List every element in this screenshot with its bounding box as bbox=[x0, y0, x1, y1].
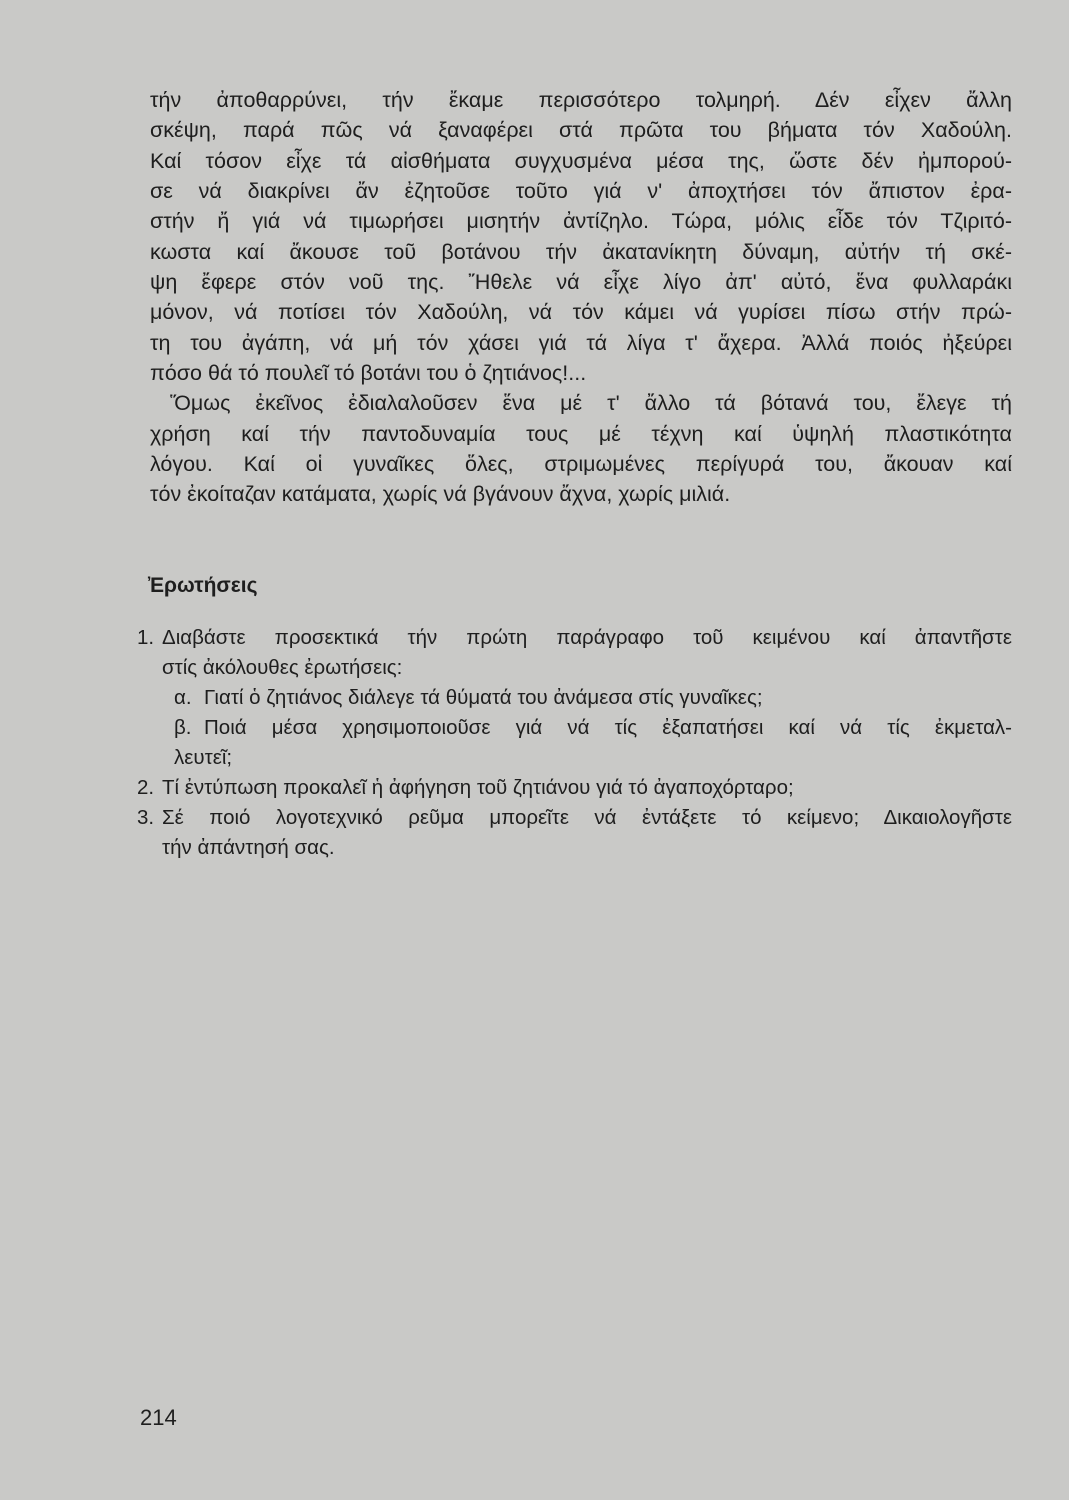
text-line: στήν ἤ γιά νά τιμωρήσει μισητήν ἀντίζηλο. Τώρα, μόλις εἶδε τόν Τζιριτό- bbox=[150, 209, 1012, 233]
question-number: 2. bbox=[137, 776, 155, 799]
question-text: Σέ ποιό λογοτεχνικό ρεῦμα μπορεῖτε νά ἐντάξετε τό κείμενο; Δικαιολογῆστε bbox=[162, 806, 1012, 829]
subquestion-number: α. bbox=[174, 686, 192, 709]
text-line: χρήση καί τήν παντοδυναμία τους μέ τέχνη καί ὑψηλή πλαστικότητα bbox=[150, 422, 1012, 446]
text-line: Ὅμως ἐκεῖνος ἐδιαλαλοῦσεν ἕνα μέ τ' ἄλλο τά βότανά του, ἔλεγε τή bbox=[170, 391, 1012, 415]
subquestion-text: Ποιά μέσα χρησιμοποιοῦσε γιά νά τίς ἐξαπατήσει καί νά τίς ἐκμεταλ- bbox=[204, 716, 1012, 739]
question-text: Διαβάστε προσεκτικά τήν πρώτη παράγραφο τοῦ κειμένου καί ἀπαντῆστε bbox=[162, 626, 1012, 649]
page-number: 214 bbox=[140, 1405, 177, 1430]
text-line: τήν ἀποθαρρύνει, τήν ἔκαμε περισσότερο τολμηρή. Δέν εἶχεν ἄλλη bbox=[150, 88, 1012, 112]
question-text: Τί ἐντύπωση προκαλεῖ ἡ ἀφήγηση τοῦ ζητιάνου γιά τό ἀγαποχόρταρο; bbox=[162, 776, 794, 799]
question-number: 1. bbox=[137, 626, 155, 649]
question-number: 3. bbox=[137, 806, 155, 829]
text-line: Καί τόσον εἶχε τά αἰσθήματα συγχυσμένα μέσα της, ὥστε δέν ἠμπορού- bbox=[150, 149, 1012, 173]
questions-heading: Ἐρωτήσεις bbox=[148, 574, 258, 597]
subquestion-text: λευτεῖ; bbox=[174, 746, 233, 769]
text-line: πόσο θά τό πουλεῖ τό βοτάνι του ὁ ζητιάνος!... bbox=[150, 361, 587, 385]
text-line: κωστα καί ἄκουσε τοῦ βοτάνου τήν ἀκατανίκητη δύναμη, αὐτήν τή σκέ- bbox=[150, 240, 1012, 264]
subquestion-text: Γιατί ὁ ζητιάνος διάλεγε τά θύματά του ἀνάμεσα στίς γυναῖκες; bbox=[204, 686, 763, 709]
text-line: σκέψη, παρά πῶς νά ξαναφέρει στά πρῶτα του βήματα τόν Χαδούλη. bbox=[150, 118, 1012, 142]
text-line: σε νά διακρίνει ἄν ἐζητοῦσε τοῦτο γιά ν' ἀποχτήσει τόν ἄπιστον ἐρα- bbox=[150, 179, 1012, 203]
text-line: τη του ἀγάπη, νά μή τόν χάσει γιά τά λίγα τ' ἄχερα. Ἀλλά ποιός ἠξεύρει bbox=[150, 331, 1012, 355]
text-line: λόγου. Καί οἱ γυναῖκες ὅλες, στριμωμένες περίγυρά του, ἄκουαν καί bbox=[150, 452, 1012, 476]
question-text: τήν ἀπάντησή σας. bbox=[162, 836, 335, 859]
question-text: στίς ἀκόλουθες ἐρωτήσεις: bbox=[162, 656, 403, 679]
text-line: μόνον, νά ποτίσει τόν Χαδούλη, νά τόν κάμει νά γυρίσει πίσω στήν πρώ- bbox=[150, 300, 1012, 324]
text-line: ψη ἔφερε στόν νοῦ της. Ἤθελε νά εἶχε λίγο ἀπ' αὐτό, ἕνα φυλλαράκι bbox=[150, 270, 1012, 294]
text-line: τόν ἐκοίταζαν κατάματα, χωρίς νά βγάνουν ἄχνα, χωρίς μιλιά. bbox=[150, 482, 731, 506]
subquestion-number: β. bbox=[174, 716, 192, 739]
